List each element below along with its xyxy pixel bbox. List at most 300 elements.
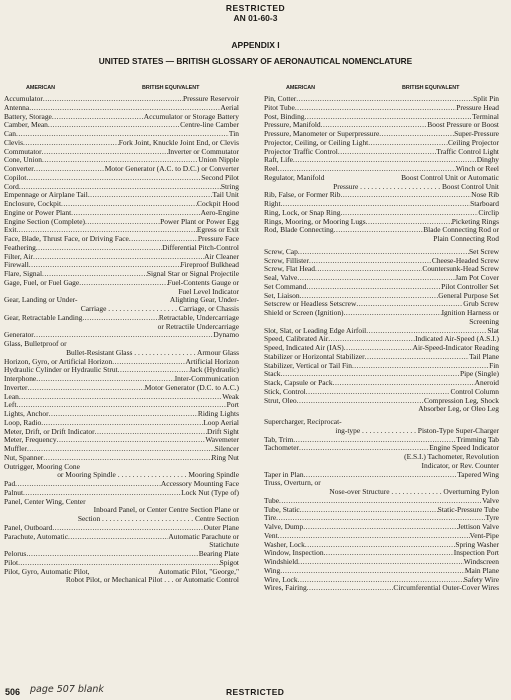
- leader-dots: [42, 148, 168, 157]
- leader-dots: [33, 253, 204, 262]
- glossary-entry: [4, 139, 239, 148]
- glossary-entry: [264, 576, 499, 585]
- british-equivalent: Control Column: [450, 387, 499, 396]
- leader-dots: [293, 436, 456, 445]
- leader-dots: [281, 370, 460, 379]
- american-term: Rod, Blade Connecting: [264, 226, 334, 235]
- leader-dots: [29, 104, 220, 113]
- british-equivalent: Fuel-Contents Gauge or: [167, 278, 239, 287]
- british-equivalent: Circumferential Outer-Cover Wires: [393, 584, 499, 593]
- leader-dots: [82, 314, 159, 323]
- glossary-entry: [4, 533, 239, 551]
- leader-dots: [298, 248, 469, 257]
- leader-dots: [324, 549, 454, 558]
- american-term: Parachute, Automatic: [4, 532, 69, 541]
- american-term: Right: [264, 200, 281, 208]
- british-equivalent: Motor Generator (A.C. to D.C.) or Converter: [104, 165, 239, 173]
- british-equivalent: Lock Nut (Type of): [181, 488, 239, 497]
- glossary-entry: [264, 584, 499, 593]
- american-term: Supercharger, Reciprocat-: [264, 418, 342, 426]
- british-equivalent: Loop Aerial: [203, 418, 239, 427]
- glossary-entry: [4, 419, 239, 428]
- british-equivalent: Inspection Port: [453, 549, 499, 558]
- british-equivalent: String: [220, 182, 239, 191]
- leader-dots: [280, 567, 465, 576]
- american-term: Tab, Trim: [264, 435, 294, 444]
- british-column-label: BRITISH EQUIVALENT: [402, 85, 460, 91]
- glossary-entry: [4, 489, 239, 498]
- entry-continuation: Screening: [469, 316, 499, 326]
- american-term: Rib, False, or Former Rib: [264, 191, 341, 200]
- entry-continuation: or Retractile Undercarriage: [157, 321, 239, 331]
- american-term: Hydraulic Cylinder or Hydraulic Strut: [4, 366, 118, 375]
- british-equivalent: Compression Leg, Shock: [424, 396, 499, 405]
- glossary-entry: [4, 498, 239, 524]
- entry-continuation: Plain Connecting Rod: [433, 234, 499, 243]
- american-term: Glass, Bulletproof or: [4, 340, 67, 348]
- glossary-entry: [264, 265, 499, 274]
- glossary-entry: [264, 95, 499, 104]
- glossary-entry: [264, 257, 499, 266]
- entry-continuation: Carriage . . . . . . . . . . . . . . . . . . . Carriage, or Chassis: [80, 304, 239, 313]
- british-equivalent: Starboard: [470, 200, 499, 208]
- glossary-entry: [4, 218, 239, 227]
- leader-dots: [42, 270, 147, 279]
- american-term: Setscrew or Headless Setscrew: [264, 300, 357, 309]
- leader-dots: [16, 226, 196, 235]
- glossary-entry: [264, 335, 499, 344]
- american-term: Stabilizer or Horizontal Stabilizer: [264, 352, 365, 361]
- american-term: Pin, Cotter: [264, 95, 297, 103]
- british-equivalent: Pressure Head: [456, 103, 499, 112]
- british-equivalent: Terminal: [472, 112, 499, 121]
- left-column-header: [4, 84, 239, 94]
- leader-dots: [298, 576, 464, 585]
- leader-dots: [315, 265, 422, 274]
- leader-dots: [340, 209, 478, 218]
- american-term: Pressure, Manifold: [264, 121, 321, 130]
- leader-dots: [368, 139, 448, 148]
- leader-dots: [27, 445, 215, 454]
- glossary-entry: [264, 418, 499, 436]
- american-term: Exit: [4, 226, 17, 235]
- american-term: Tube, Static: [264, 505, 300, 514]
- british-equivalent: Safety Wire: [463, 575, 499, 584]
- leader-dots: [333, 379, 475, 388]
- leader-dots: [297, 397, 424, 406]
- british-equivalent: Main Plane: [464, 566, 499, 575]
- glossary-entry: [264, 541, 499, 550]
- glossary-entry: [264, 165, 499, 174]
- restricted-marking-bottom: RESTRICTED: [226, 687, 285, 697]
- british-equivalent: Tail Unit: [212, 191, 239, 200]
- british-equivalent: Inter-Communication: [174, 375, 239, 383]
- glossary-entry: [264, 130, 499, 139]
- glossary-entry: [264, 191, 499, 200]
- glossary-entry: [4, 226, 239, 235]
- american-term: Meter, Drift, or Drift Indicator: [4, 427, 95, 436]
- glossary-entry: [4, 209, 239, 218]
- american-term: Filter, Air: [4, 252, 34, 261]
- british-equivalent: Automatic Parachute or: [168, 532, 239, 541]
- leader-dots: [344, 309, 442, 318]
- american-term: Post, Binding: [264, 112, 305, 121]
- glossary-entry: [264, 479, 499, 497]
- american-column-label: AMERICAN: [286, 85, 316, 91]
- glossary-entry: [264, 148, 499, 157]
- glossary-entry: [264, 226, 499, 244]
- american-term: Commutator: [4, 147, 42, 156]
- american-term: Pilot: [4, 558, 19, 567]
- british-equivalent: Motor Generator (D.C. to A.C.): [144, 383, 239, 392]
- glossary-entry: [4, 568, 239, 586]
- british-equivalent: Engine Speed Indicator: [429, 444, 499, 453]
- british-equivalent: Inverter or Commutator: [167, 147, 239, 156]
- british-equivalent: Outer Plane: [203, 523, 239, 532]
- glossary-entry: [264, 139, 499, 148]
- glossary-entry: [4, 191, 239, 200]
- american-column-label: AMERICAN: [26, 85, 56, 91]
- leader-dots: [281, 200, 471, 209]
- glossary-entry: [264, 549, 499, 558]
- glossary-entry: [264, 104, 499, 113]
- leader-dots: [344, 344, 413, 353]
- entry-continuation: Fuel Level Indicator: [178, 286, 239, 296]
- american-term: Interphone: [4, 375, 37, 383]
- british-equivalent: Tapered Wing: [457, 470, 499, 479]
- leader-dots: [34, 165, 105, 174]
- glossary-entry: [4, 384, 239, 393]
- british-equivalent: Pilot Controller Set: [441, 282, 499, 291]
- glossary-entry: [4, 270, 239, 279]
- american-term: Engine Section (Complete): [4, 217, 85, 226]
- glossary-entry: [4, 261, 239, 270]
- american-term: Wing: [264, 566, 281, 575]
- british-equivalent: Vent-Pipe: [469, 531, 499, 540]
- british-equivalent: Aneroid: [474, 379, 499, 387]
- glossary-entry: [264, 156, 499, 165]
- british-equivalent: Jack (Hydraulic): [189, 366, 239, 375]
- american-term: Screw, Cap: [264, 247, 298, 256]
- british-equivalent: Ceiling Projector: [447, 138, 499, 147]
- british-equivalent: Port: [226, 401, 239, 410]
- glossary-entry: [264, 558, 499, 567]
- glossary-entry: [4, 331, 239, 340]
- glossary-entry: [4, 480, 239, 489]
- page-number: 506: [5, 687, 21, 697]
- british-equivalent: Accumulator or Storage Battery: [143, 112, 239, 121]
- leader-dots: [365, 353, 470, 362]
- american-term: Flare, Signal: [4, 270, 43, 278]
- british-equivalent: Tyre: [485, 514, 499, 523]
- glossary-entry: [4, 130, 239, 139]
- american-term: Panel, Outboard: [4, 523, 53, 532]
- glossary-entry: [264, 471, 499, 480]
- glossary-entry: [264, 283, 499, 292]
- glossary-entry: [4, 148, 239, 157]
- american-term: Lean: [4, 392, 19, 401]
- american-term: Firewall: [4, 261, 29, 270]
- leader-dots: [71, 209, 200, 218]
- british-equivalent: Fork Joint, Knuckle Joint End, or Clevis: [118, 138, 239, 147]
- glossary-entry: [264, 397, 499, 415]
- british-equivalent: Static-Pressure Tube: [437, 505, 499, 514]
- american-term: Copilot: [4, 173, 27, 182]
- british-equivalent: Indicated Air-Speed (A.S.I.): [415, 335, 499, 344]
- american-term: Pressure, Manometer or Superpressure: [264, 130, 380, 138]
- leader-dots: [49, 410, 198, 419]
- handwritten-note: page 507 blank: [30, 684, 104, 695]
- american-term: Meter, Frequency: [4, 436, 57, 445]
- glossary-entry: [264, 274, 499, 283]
- american-term: Valve, Dump: [264, 523, 304, 531]
- british-equivalent: Jettison Valve: [457, 523, 499, 531]
- leader-dots: [129, 235, 198, 244]
- right-column-header: [264, 84, 499, 94]
- american-term: Seal, Valve: [264, 274, 298, 282]
- leader-dots: [366, 327, 487, 336]
- glossary-entry: [264, 370, 499, 379]
- glossary-entry: [264, 209, 499, 218]
- leader-dots: [300, 506, 438, 515]
- american-term: Loop, Radio: [4, 418, 42, 427]
- entry-continuation: Section . . . . . . . . . . . . . . . . . . . . . . . . . Centre Section: [77, 514, 239, 523]
- american-term: Palnut: [4, 488, 24, 497]
- leader-dots: [300, 292, 439, 301]
- glossary-entry: [264, 353, 499, 362]
- leader-dots: [356, 300, 463, 309]
- glossary-entry: [4, 104, 239, 113]
- british-equivalent: Bearing Plate: [198, 550, 239, 558]
- american-term: Outrigger, Mooring Cone: [4, 462, 80, 471]
- glossary-title: UNITED STATES — BRITISH GLOSSARY OF AERONAUTICAL NOMENCLATURE: [98, 56, 413, 66]
- leader-dots: [293, 156, 477, 165]
- entry-continuation: Nose-over Structure . . . . . . . . . . . . . . Overturning Pylon: [329, 487, 499, 496]
- entry-continuation: Indicator, or Rev. Counter: [421, 460, 499, 470]
- british-equivalent: Power Plant or Power Egg: [160, 217, 239, 226]
- glossary-entry: [4, 200, 239, 209]
- american-term: Rings, Mooring, or Mooring Lugs: [264, 217, 366, 226]
- american-term: Gage, Fuel, or Fuel Gage: [4, 278, 80, 287]
- leader-dots: [16, 401, 226, 410]
- american-term: Muffler: [4, 445, 27, 453]
- glossary-entry: [4, 340, 239, 358]
- american-term: Wires, Fairing: [264, 584, 307, 593]
- leader-dots: [26, 174, 201, 183]
- american-term: Converter: [4, 165, 34, 173]
- glossary-entry: [264, 248, 499, 257]
- leader-dots: [28, 384, 145, 393]
- leader-dots: [29, 261, 181, 270]
- british-equivalent: Tin: [228, 130, 239, 138]
- leader-dots: [19, 183, 221, 192]
- american-term: Feathering: [4, 243, 36, 252]
- american-term: Stack: [264, 370, 281, 379]
- glossary-entry: [264, 362, 499, 371]
- british-equivalent: Super-Pressure: [454, 130, 499, 138]
- glossary-entry: [264, 121, 499, 130]
- american-term: Set Command: [264, 282, 307, 291]
- british-equivalent: Cheese-Headed Screw: [431, 256, 499, 265]
- glossary-entry: [4, 445, 239, 454]
- british-equivalent: Countersunk-Head Screw: [422, 265, 499, 274]
- entry-continuation: Inboard Panel, or Center Centre Section Plane or: [93, 505, 239, 515]
- american-term: Nut, Spanner: [4, 453, 44, 462]
- glossary-entry: [264, 497, 499, 506]
- british-equivalent: Union Nipple: [198, 156, 239, 165]
- leader-dots: [279, 497, 482, 506]
- british-equivalent: Jam Pot Cover: [455, 274, 499, 282]
- american-term: Stabilizer, Vertical or Tail Fin: [264, 361, 352, 370]
- american-term: Cord: [4, 182, 19, 191]
- american-term: Gear, Retractable Landing: [4, 313, 83, 322]
- british-equivalent: Air-Speed-Indicator Reading: [412, 344, 499, 352]
- leader-dots: [88, 191, 213, 200]
- leader-dots: [36, 244, 162, 253]
- british-column-label: BRITISH EQUIVALENT: [142, 85, 200, 91]
- glossary-entry: [4, 410, 239, 419]
- american-term: Clevis: [4, 138, 24, 147]
- leader-dots: [366, 218, 452, 227]
- american-term: Slot, Slat, or Leading Edge Airfoil: [264, 326, 367, 335]
- entry-continuation: Bullet-Resistant Glass . . . . . . . . . . . . . . . . . Armour Glass: [66, 347, 239, 357]
- entry-continuation: Robot Pilot, or Mechanical Pilot . . . or Automatic Control: [65, 575, 239, 585]
- british-equivalent: Artificial Horizon: [185, 357, 239, 366]
- leader-dots: [48, 121, 180, 130]
- british-equivalent: Aerial: [220, 103, 239, 112]
- american-term: Raft, Life: [264, 156, 293, 165]
- glossary-entry: [264, 292, 499, 301]
- leader-dots: [328, 335, 415, 344]
- leader-dots: [296, 95, 473, 104]
- glossary-entry: [4, 183, 239, 192]
- american-term: Tube: [264, 496, 280, 505]
- leader-dots: [379, 130, 454, 139]
- glossary-entry: [4, 253, 239, 262]
- left-column: [4, 84, 239, 585]
- glossary-entry: [264, 174, 499, 192]
- american-term: Stack, Capsule or Pack: [264, 379, 333, 387]
- british-equivalent: Drift Sight: [206, 427, 239, 436]
- american-term: Horizon, Gyro, or Artificial Horizon: [4, 357, 113, 366]
- glossary-entry: [4, 375, 239, 384]
- glossary-entry: [4, 524, 239, 533]
- british-equivalent: Fin: [489, 361, 499, 370]
- glossary-entry: [4, 559, 239, 568]
- british-equivalent: Second Pilot: [201, 173, 239, 182]
- american-term: Generator: [4, 331, 34, 340]
- american-term: Pelorus: [4, 550, 27, 558]
- appendix-heading: APPENDIX I: [231, 40, 280, 50]
- glossary-entry: [4, 550, 239, 559]
- american-term: Projector, Ceiling, or Ceiling Light: [264, 138, 369, 147]
- american-term: Tire: [264, 514, 277, 523]
- leader-dots: [23, 489, 181, 498]
- entry-continuation: Statichute: [209, 540, 239, 550]
- british-equivalent: Set Screw: [469, 247, 499, 256]
- leader-dots: [298, 558, 464, 567]
- british-equivalent: Egress or Exit: [196, 226, 239, 235]
- glossary-entry: [4, 463, 239, 481]
- american-term: Lights, Anchor: [4, 410, 49, 418]
- british-equivalent: Nose Rib: [471, 191, 499, 200]
- leader-dots: [26, 550, 198, 559]
- glossary-entry: [4, 121, 239, 130]
- british-equivalent: Silencer: [214, 445, 239, 453]
- american-term: Panel, Center Wing, Center: [4, 497, 86, 506]
- american-term: Screw, Flat Head: [264, 265, 315, 274]
- british-equivalent: Picketing Rings: [451, 217, 499, 226]
- leader-dots: [334, 226, 424, 235]
- american-term: Truss, Overturn, or: [264, 479, 321, 488]
- glossary-entry: [264, 309, 499, 327]
- british-equivalent: Retractable, Undercarriage: [158, 313, 239, 322]
- british-equivalent: Windscreen: [463, 558, 499, 566]
- american-term: Screw, Fillister: [264, 256, 309, 265]
- american-term: Washer, Lock: [264, 540, 305, 549]
- american-term: Wire, Lock: [264, 575, 298, 584]
- british-equivalent: Air Cleaner: [204, 252, 239, 261]
- leader-dots: [112, 358, 185, 367]
- leader-dots: [68, 533, 168, 542]
- leader-dots: [307, 584, 394, 593]
- left-entry-list: [4, 95, 239, 585]
- glossary-entry: [4, 244, 239, 253]
- leader-dots: [276, 514, 485, 523]
- american-term: Cone, Union: [4, 156, 43, 165]
- glossary-entry: [4, 314, 239, 332]
- glossary-entry: [264, 300, 499, 309]
- american-term: Pad: [4, 480, 16, 488]
- leader-dots: [57, 436, 206, 445]
- right-entry-list: [264, 95, 499, 593]
- american-term: Vent: [264, 531, 278, 540]
- leader-dots: [305, 113, 473, 122]
- american-term: Strut, Oleo: [264, 396, 297, 405]
- glossary-entry: [264, 379, 499, 388]
- document-number: AN 01-60-3: [233, 13, 278, 23]
- british-equivalent: Centre-line Camber: [180, 121, 239, 130]
- british-equivalent: Boost Control Unit or Automatic: [401, 173, 499, 182]
- glossary-entry: [264, 506, 499, 515]
- entry-continuation: or Mooring Spindle . . . . . . . . . . . . . . . . . . . Mooring Spindle: [57, 470, 239, 480]
- glossary-entry: [264, 532, 499, 541]
- leader-dots: [297, 274, 455, 283]
- american-term: Pitot Tube: [264, 103, 295, 112]
- leader-dots: [278, 532, 470, 541]
- american-term: Shield or Screen (Ignition): [264, 309, 344, 317]
- american-term: Empennage or Airplane Tail: [4, 191, 88, 200]
- american-term: Gear, Landing or Under-: [4, 296, 78, 305]
- leader-dots: [79, 279, 167, 288]
- american-term: Projector Traffic Control: [264, 147, 338, 156]
- american-term: Ring, Lock, or Snap Ring: [264, 208, 341, 217]
- leader-dots: [278, 165, 456, 174]
- glossary-entry: [4, 366, 239, 375]
- entry-continuation: Absorber Leg, or Oleo Leg: [418, 404, 499, 414]
- leader-dots: [295, 104, 456, 113]
- right-column: [264, 84, 499, 593]
- british-equivalent: Cockpit Hood: [197, 200, 239, 208]
- glossary-entry: [264, 523, 499, 532]
- restricted-marking-top: RESTRICTED: [225, 3, 286, 13]
- glossary-entry: [264, 218, 499, 227]
- american-term: Accumulator: [4, 95, 43, 103]
- glossary-entry: [4, 113, 239, 122]
- leader-dots: [305, 541, 455, 550]
- glossary-entry: [264, 200, 499, 209]
- leader-dots: [43, 95, 183, 104]
